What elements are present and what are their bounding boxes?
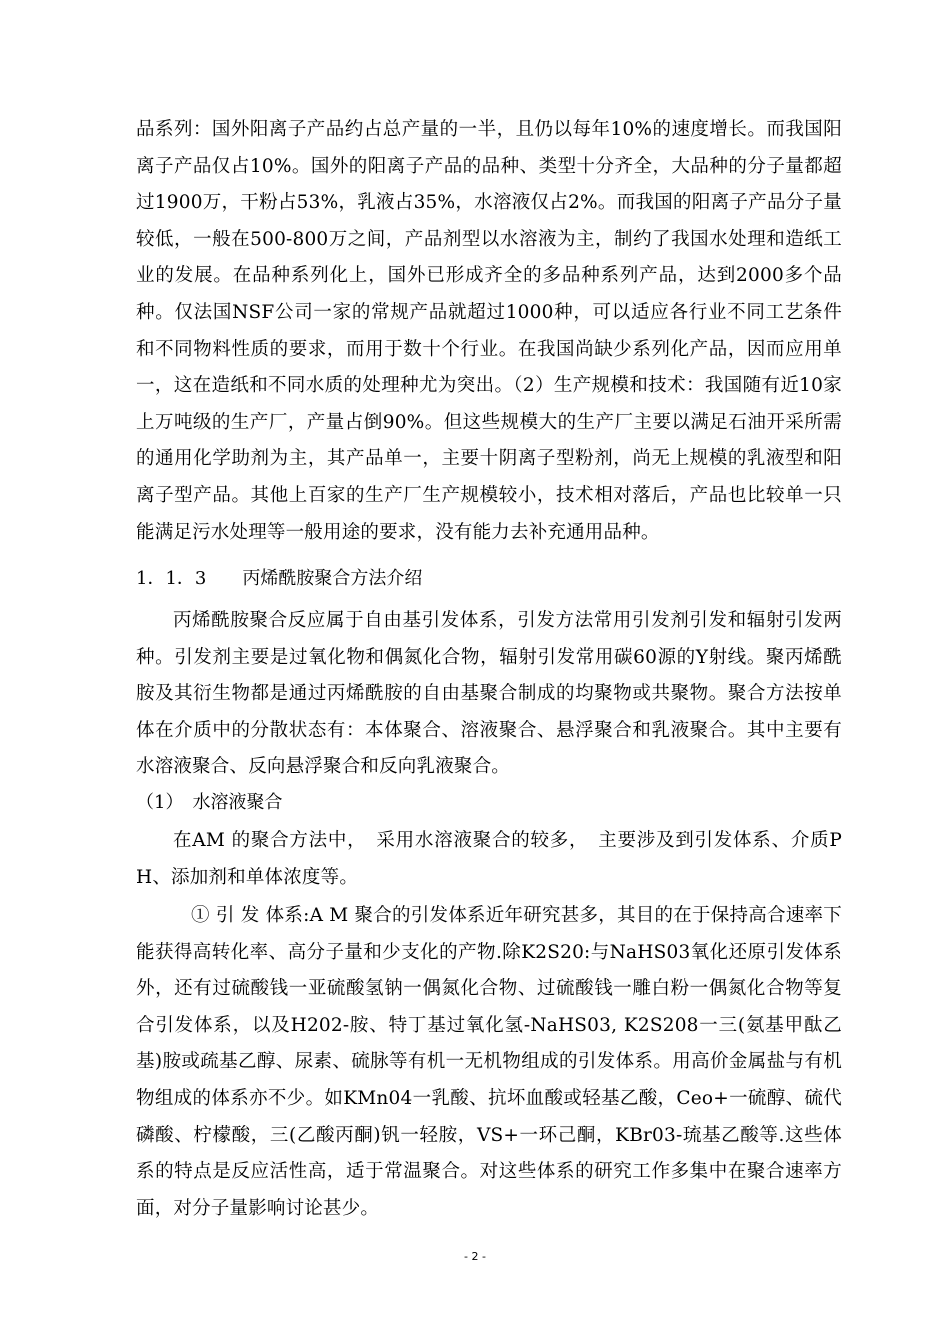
section-heading-polymerization-methods: 1．1．3 丙烯酰胺聚合方法介绍 xyxy=(136,568,423,589)
paragraph-polymerization-intro: 丙烯酰胺聚合反应属于自由基引发体系，引发方法常用引发剂引发和辐射引发两种。引发剂主要是过氧化物和偶氮化合物，辐射引发常用碳60源的Y射线。聚丙烯酰胺及其衍生物都是通过丙烯酰胺的自由基聚合制成的均聚物或共聚物。聚合方法按单体在介质中的分散状态有：本体聚合、溶液聚合、悬浮聚合和乳液聚合。其中主要有水溶液聚合、反向悬浮聚合和反向乳液聚合。 xyxy=(136,610,842,778)
paragraph-cationic-products: 品系列：国外阳离子产品约占总产量的一半，且仍以每年10%的速度增长。而我国阳离子产品仅占10%。国外的阳离子产品的品种、类型十分齐全，大品种的分子量都超过1900万，干粉占53%，乳液占35%，水溶液仅占2%。而我国的阳离子产品分子量较低，一般在500-800万之间，产品剂型以水溶液为主，制约了我国水处理和造纸工业的发展。在品种系列化上，国外已形成齐全的多品种系列产品，达到2000多个品种。仅法国NSF公司一家的常规产品就超过1000种，可以适应各行业不同工艺条件和不同物料性质的要求，而用于数十个行业。在我国尚缺少系列化产品，因而应用单一，这在造纸和不同水质的处理种尤为突出。（2）生产规模和技术：我国随有近10家上万吨级的生产厂，产量占倒90%。但这些规模大的生产厂主要以满足石油开采所需的通用化学助剂为主，其产品单一，主要十阴离子型粉剂，尚无上规模的乳液型和阳离子型产品。其他上百家的生产厂生产规模较小，技术相对落后，产品也比较单一只能满足污水处理等一般用途的要求，没有能力去补充通用品种。 xyxy=(136,119,842,543)
subheading-aqueous-polymerization: （1） 水溶液聚合 xyxy=(136,792,283,813)
paragraph-initiation-system: ① 引 发 体系:A M 聚合的引发体系近年研究甚多，其目的在于保持高合速率下能获得高转化率、高分子量和少支化的产物.除K2S20:与NaHS03氧化还原引发体系外，还有过硫酸钱一亚硫酸氢钠一偶氮化合物、过硫酸钱一雕白粉一偶氮化合物等复合引发体系，以及H202-胺、特丁基过氧化氢-NaHS03, K2S208一三(氨基甲酞乙基)胺或疏基乙醇、尿素、硫脉等有机一无机物组成的引发体系。用高价金属盐与有机物组成的体系亦不少。如KMn04一乳酸、抗坏血酸或轻基乙酸，Ceo+一硫醇、硫代磷酸、柠檬酸，三(乙酸丙酮)钒一轻胺，VS+一环己酮，KBr03-琉基乙酸等.这些体系的特点是反应活性高，适于常温聚合。对这些体系的研究工作多集中在聚合速率方面，对分子量影响讨论甚少。 xyxy=(136,905,842,1219)
paragraph-aqueous-polymerization: 在AM 的聚合方法中， 采用水溶液聚合的较多， 主要涉及到引发体系、介质PH、添加剂和单体浓度等。 xyxy=(136,830,842,888)
page-number: - 2 - xyxy=(464,1250,486,1263)
